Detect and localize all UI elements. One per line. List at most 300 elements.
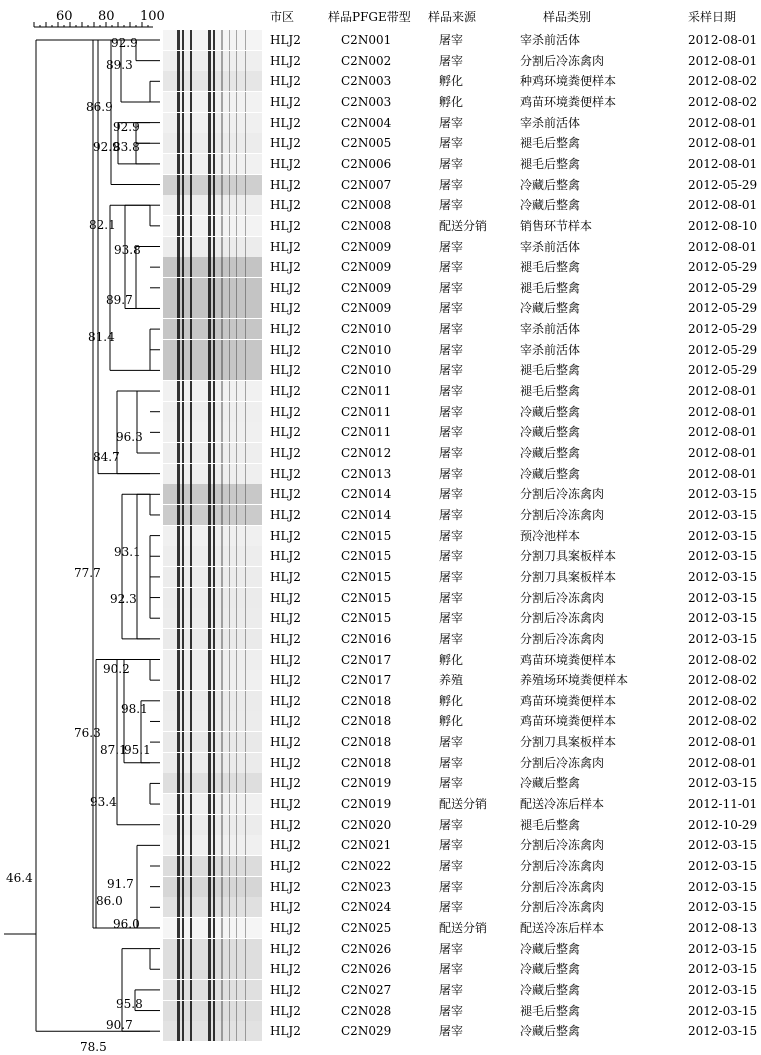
cell-pfge-type: C2N011 bbox=[341, 404, 392, 419]
gel-band bbox=[245, 298, 246, 318]
table-row bbox=[0, 650, 761, 670]
gel-band bbox=[236, 980, 237, 1000]
cell-category: 分割后冷冻禽肉 bbox=[520, 507, 605, 522]
gel-band bbox=[213, 71, 215, 91]
gel-band bbox=[213, 670, 215, 690]
cell-pfge-type: C2N015 bbox=[341, 528, 392, 543]
gel-band bbox=[245, 691, 246, 711]
gel-band bbox=[245, 71, 246, 91]
gel-band bbox=[182, 732, 184, 752]
cell-pfge-type: C2N007 bbox=[341, 177, 392, 192]
cell-source: 屠宰 bbox=[439, 941, 464, 956]
cell-category: 宰杀前活体 bbox=[520, 342, 581, 357]
gel-band bbox=[245, 340, 246, 360]
gel-band bbox=[245, 484, 246, 504]
gel-band bbox=[229, 381, 230, 401]
table-row bbox=[0, 298, 761, 318]
gel-band bbox=[213, 216, 215, 236]
gel-band bbox=[245, 546, 246, 566]
gel-band bbox=[208, 92, 211, 112]
gel-band bbox=[245, 939, 246, 959]
cell-date: 2012-08-01 bbox=[688, 136, 758, 151]
gel-band bbox=[236, 154, 237, 174]
gel-band bbox=[182, 670, 184, 690]
gel-band bbox=[236, 237, 237, 257]
cell-area: HLJ2 bbox=[270, 611, 301, 626]
gel-band bbox=[221, 319, 223, 339]
gel-band bbox=[213, 588, 215, 608]
gel-band bbox=[229, 567, 230, 587]
gel-band bbox=[221, 546, 223, 566]
gel-band bbox=[245, 402, 246, 422]
gel-band bbox=[229, 340, 230, 360]
gel-band bbox=[182, 464, 184, 484]
gel-lane-image bbox=[163, 588, 262, 608]
node-similarity-label: 81.4 bbox=[88, 330, 115, 344]
gel-band bbox=[213, 51, 215, 71]
gel-band bbox=[213, 340, 215, 360]
gel-band bbox=[229, 360, 230, 380]
gel-band bbox=[221, 154, 223, 174]
gel-band bbox=[182, 484, 184, 504]
gel-band bbox=[182, 526, 184, 546]
cell-pfge-type: C2N016 bbox=[341, 631, 392, 646]
header-source: 样品来源 bbox=[428, 10, 477, 24]
cell-pfge-type: C2N009 bbox=[341, 260, 392, 275]
gel-band bbox=[182, 959, 184, 979]
gel-band bbox=[229, 422, 230, 442]
node-similarity-label: 77.7 bbox=[74, 566, 101, 580]
gel-band bbox=[177, 650, 180, 670]
gel-band bbox=[190, 175, 192, 195]
gel-band bbox=[182, 897, 184, 917]
cell-source: 孵化 bbox=[439, 652, 464, 667]
gel-lane-image bbox=[163, 939, 262, 959]
gel-band bbox=[208, 113, 211, 133]
gel-band bbox=[182, 381, 184, 401]
gel-band bbox=[190, 980, 192, 1000]
node-similarity-label: 92.3 bbox=[110, 592, 137, 606]
gel-lane-image bbox=[163, 30, 262, 50]
gel-band bbox=[182, 815, 184, 835]
cell-date: 2012-08-01 bbox=[688, 156, 758, 171]
cell-category: 鸡苗环境粪便样本 bbox=[520, 693, 617, 708]
cell-pfge-type: C2N012 bbox=[341, 446, 392, 460]
cell-date: 2012-08-01 bbox=[688, 755, 758, 770]
gel-band bbox=[213, 464, 215, 484]
gel-band bbox=[236, 650, 237, 670]
cell-source: 屠宰 bbox=[439, 962, 464, 977]
cell-date: 2012-05-29 bbox=[688, 177, 758, 192]
cell-date: 2012-03-15 bbox=[688, 1003, 758, 1018]
gel-band bbox=[213, 815, 215, 835]
gel-band bbox=[213, 939, 215, 959]
gel-band bbox=[229, 588, 230, 608]
gel-band bbox=[221, 959, 223, 979]
table-row bbox=[0, 443, 761, 463]
gel-band bbox=[221, 422, 223, 442]
gel-band bbox=[208, 402, 211, 422]
gel-lane-image bbox=[163, 443, 262, 463]
gel-band bbox=[221, 257, 223, 277]
cell-pfge-type: C2N014 bbox=[341, 507, 392, 522]
gel-band bbox=[245, 113, 246, 133]
cell-pfge-type: C2N027 bbox=[341, 982, 392, 997]
table-row bbox=[0, 753, 761, 773]
gel-band bbox=[177, 939, 180, 959]
gel-band bbox=[208, 588, 211, 608]
cell-area: HLJ2 bbox=[270, 982, 301, 997]
gel-band bbox=[177, 546, 180, 566]
gel-band bbox=[229, 546, 230, 566]
table-row bbox=[0, 939, 761, 959]
cell-category: 褪毛后整禽 bbox=[520, 136, 581, 151]
cell-source: 屠宰 bbox=[439, 322, 464, 337]
gel-band bbox=[177, 113, 180, 133]
gel-band bbox=[229, 402, 230, 422]
cell-area: HLJ2 bbox=[270, 1024, 301, 1039]
cell-category: 鸡苗环境粪便样本 bbox=[520, 652, 617, 667]
cell-pfge-type: C2N024 bbox=[341, 900, 392, 915]
gel-band bbox=[245, 216, 246, 236]
cell-source: 屠宰 bbox=[439, 404, 464, 419]
gel-band bbox=[177, 608, 180, 628]
table-row bbox=[0, 422, 761, 442]
gel-band bbox=[245, 629, 246, 649]
cell-category: 分割后冷冻禽肉 bbox=[520, 838, 605, 853]
gel-band bbox=[221, 237, 223, 257]
gel-band bbox=[182, 753, 184, 773]
gel-band bbox=[177, 216, 180, 236]
gel-lane-image bbox=[163, 897, 262, 917]
gel-band bbox=[190, 484, 192, 504]
gel-band bbox=[177, 711, 180, 731]
table-row bbox=[0, 154, 761, 174]
gel-band bbox=[229, 216, 230, 236]
cell-source: 屠宰 bbox=[439, 879, 464, 894]
cell-category: 冷藏后整禽 bbox=[520, 404, 581, 419]
cell-pfge-type: C2N004 bbox=[341, 115, 392, 130]
cell-category: 褪毛后整禽 bbox=[520, 156, 581, 171]
cell-pfge-type: C2N009 bbox=[341, 239, 392, 254]
gel-band bbox=[190, 650, 192, 670]
gel-lane-image bbox=[163, 402, 262, 422]
gel-band bbox=[182, 588, 184, 608]
gel-band bbox=[236, 484, 237, 504]
gel-band bbox=[245, 608, 246, 628]
gel-band bbox=[245, 133, 246, 153]
gel-band bbox=[236, 835, 237, 855]
node-similarity-label: 96.0 bbox=[113, 917, 140, 931]
cell-category: 冷藏后整禽 bbox=[520, 1024, 581, 1039]
cell-area: HLJ2 bbox=[270, 301, 301, 316]
gel-lane-image bbox=[163, 856, 262, 876]
cell-date: 2012-03-15 bbox=[688, 1024, 758, 1039]
gel-band bbox=[229, 113, 230, 133]
gel-lane-image bbox=[163, 567, 262, 587]
cell-pfge-type: C2N026 bbox=[341, 941, 392, 956]
gel-band bbox=[229, 629, 230, 649]
gel-band bbox=[229, 939, 230, 959]
cell-category: 分割后冷冻禽肉 bbox=[520, 53, 605, 68]
gel-band bbox=[236, 1001, 237, 1021]
gel-band bbox=[208, 340, 211, 360]
gel-band bbox=[221, 133, 223, 153]
cell-date: 2012-03-15 bbox=[688, 549, 758, 564]
cell-category: 分割后冷冻禽肉 bbox=[520, 611, 605, 626]
gel-band bbox=[236, 815, 237, 835]
cell-date: 2012-08-01 bbox=[688, 404, 758, 419]
cell-pfge-type: C2N018 bbox=[341, 714, 392, 729]
cell-area: HLJ2 bbox=[270, 239, 301, 254]
gel-band bbox=[182, 71, 184, 91]
table-row bbox=[0, 319, 761, 339]
gel-band bbox=[245, 773, 246, 793]
cell-source: 屠宰 bbox=[439, 755, 464, 770]
gel-band bbox=[182, 113, 184, 133]
cell-pfge-type: C2N005 bbox=[341, 136, 392, 151]
gel-band bbox=[177, 773, 180, 793]
gel-band bbox=[236, 877, 237, 897]
gel-band bbox=[213, 629, 215, 649]
gel-band bbox=[177, 1001, 180, 1021]
cell-category: 鸡苗环境粪便样本 bbox=[520, 94, 617, 109]
gel-band bbox=[208, 959, 211, 979]
gel-band bbox=[190, 154, 192, 174]
cell-source: 屠宰 bbox=[439, 982, 464, 997]
gel-band bbox=[245, 794, 246, 814]
cell-source: 屠宰 bbox=[439, 859, 464, 873]
gel-band bbox=[236, 670, 237, 690]
gel-band bbox=[182, 360, 184, 380]
gel-band bbox=[229, 835, 230, 855]
cell-date: 2012-03-15 bbox=[688, 900, 758, 915]
gel-band bbox=[208, 980, 211, 1000]
header-area: 市区 bbox=[270, 10, 295, 24]
gel-band bbox=[221, 670, 223, 690]
gel-band bbox=[229, 608, 230, 628]
gel-lane-image bbox=[163, 195, 262, 215]
gel-band bbox=[221, 298, 223, 318]
gel-band bbox=[208, 360, 211, 380]
node-similarity-label: 93.4 bbox=[90, 795, 117, 809]
gel-band bbox=[221, 402, 223, 422]
cell-date: 2012-08-13 bbox=[688, 920, 758, 935]
gel-band bbox=[208, 71, 211, 91]
gel-band bbox=[229, 30, 230, 50]
gel-band bbox=[245, 175, 246, 195]
gel-band bbox=[221, 897, 223, 917]
table-row bbox=[0, 237, 761, 257]
gel-band bbox=[208, 650, 211, 670]
gel-band bbox=[245, 443, 246, 463]
gel-band bbox=[245, 30, 246, 50]
gel-band bbox=[213, 443, 215, 463]
cell-pfge-type: C2N025 bbox=[341, 920, 392, 935]
gel-band bbox=[182, 340, 184, 360]
gel-band bbox=[208, 794, 211, 814]
cell-pfge-type: C2N008 bbox=[341, 198, 392, 213]
cell-source: 屠宰 bbox=[439, 631, 464, 646]
cell-date: 2012-03-15 bbox=[688, 569, 758, 584]
gel-band bbox=[236, 257, 237, 277]
table-row bbox=[0, 629, 761, 649]
gel-band bbox=[208, 608, 211, 628]
cell-category: 宰杀前活体 bbox=[520, 33, 581, 47]
gel-band bbox=[208, 30, 211, 50]
node-similarity-label: 46.4 bbox=[6, 871, 33, 885]
gel-band bbox=[236, 92, 237, 112]
gel-band bbox=[245, 422, 246, 442]
gel-band bbox=[229, 257, 230, 277]
gel-band bbox=[177, 835, 180, 855]
gel-band bbox=[245, 650, 246, 670]
gel-band bbox=[236, 608, 237, 628]
cell-category: 分割后冷冻禽肉 bbox=[520, 631, 605, 646]
gel-band bbox=[236, 629, 237, 649]
node-similarity-label: 86.0 bbox=[96, 894, 123, 908]
cell-pfge-type: C2N010 bbox=[341, 342, 392, 357]
gel-band bbox=[236, 340, 237, 360]
cell-date: 2012-03-15 bbox=[688, 859, 758, 873]
gel-band bbox=[208, 939, 211, 959]
gel-band bbox=[245, 381, 246, 401]
cell-source: 养殖 bbox=[439, 673, 464, 688]
gel-band bbox=[213, 505, 215, 525]
cell-source: 屠宰 bbox=[439, 507, 464, 522]
table-row bbox=[0, 484, 761, 504]
cell-pfge-type: C2N009 bbox=[341, 280, 392, 295]
table-row bbox=[0, 381, 761, 401]
cell-area: HLJ2 bbox=[270, 446, 301, 460]
gel-band bbox=[190, 732, 192, 752]
cell-area: HLJ2 bbox=[270, 797, 301, 812]
node-similarity-label: 89.3 bbox=[106, 58, 133, 72]
gel-band bbox=[190, 835, 192, 855]
gel-band bbox=[229, 897, 230, 917]
cell-pfge-type: C2N017 bbox=[341, 652, 392, 667]
node-similarity-label: 98.1 bbox=[121, 702, 148, 716]
gel-lane-image bbox=[163, 381, 262, 401]
cell-date: 2012-03-15 bbox=[688, 611, 758, 626]
gel-band bbox=[208, 629, 211, 649]
cell-source: 屠宰 bbox=[439, 260, 464, 275]
gel-band bbox=[245, 918, 246, 938]
cell-category: 宰杀前活体 bbox=[520, 322, 581, 337]
gel-band bbox=[245, 237, 246, 257]
gel-lane-image bbox=[163, 835, 262, 855]
node-similarity-label: 84.7 bbox=[93, 450, 120, 464]
gel-band bbox=[182, 154, 184, 174]
gel-lane-image bbox=[163, 753, 262, 773]
cell-source: 屠宰 bbox=[439, 590, 464, 605]
cell-source: 屠宰 bbox=[439, 177, 464, 192]
gel-band bbox=[213, 319, 215, 339]
table-row bbox=[0, 856, 761, 876]
cell-source: 配送分销 bbox=[439, 920, 488, 935]
gel-band bbox=[190, 939, 192, 959]
header-date: 采样日期 bbox=[688, 10, 737, 24]
cell-source: 孵化 bbox=[439, 714, 464, 729]
cell-category: 褪毛后整禽 bbox=[520, 280, 581, 295]
cell-source: 屠宰 bbox=[439, 838, 464, 853]
scale-tick-label: 80 bbox=[98, 9, 115, 24]
gel-band bbox=[229, 794, 230, 814]
gel-lane-image bbox=[163, 51, 262, 71]
gel-band bbox=[182, 546, 184, 566]
gel-band bbox=[208, 154, 211, 174]
cell-area: HLJ2 bbox=[270, 735, 301, 750]
gel-band bbox=[221, 608, 223, 628]
table-row bbox=[0, 175, 761, 195]
gel-band bbox=[236, 897, 237, 917]
cell-date: 2012-10-29 bbox=[688, 817, 758, 832]
gel-lane-image bbox=[163, 278, 262, 298]
cell-pfge-type: C2N018 bbox=[341, 693, 392, 708]
gel-band bbox=[177, 298, 180, 318]
cell-date: 2012-08-02 bbox=[688, 74, 758, 89]
gel-lane-image bbox=[163, 257, 262, 277]
cell-date: 2012-03-15 bbox=[688, 982, 758, 997]
gel-band bbox=[221, 443, 223, 463]
cell-source: 屠宰 bbox=[439, 33, 464, 47]
gel-band bbox=[213, 298, 215, 318]
gel-band bbox=[236, 381, 237, 401]
cell-area: HLJ2 bbox=[270, 425, 301, 440]
gel-band bbox=[245, 835, 246, 855]
gel-band bbox=[182, 691, 184, 711]
gel-band bbox=[208, 897, 211, 917]
gel-band bbox=[182, 51, 184, 71]
gel-band bbox=[177, 980, 180, 1000]
gel-band bbox=[229, 711, 230, 731]
cell-area: HLJ2 bbox=[270, 218, 301, 233]
gel-band bbox=[213, 608, 215, 628]
gel-band bbox=[221, 505, 223, 525]
cell-date: 2012-03-15 bbox=[688, 631, 758, 646]
gel-band bbox=[236, 1021, 237, 1041]
table-row bbox=[0, 835, 761, 855]
gel-band bbox=[245, 1021, 246, 1041]
cell-source: 孵化 bbox=[439, 94, 464, 109]
header-category: 样品类别 bbox=[543, 10, 592, 24]
gel-band bbox=[229, 71, 230, 91]
table-row bbox=[0, 51, 761, 71]
gel-band bbox=[182, 195, 184, 215]
gel-band bbox=[208, 753, 211, 773]
gel-band bbox=[221, 918, 223, 938]
gel-band bbox=[177, 505, 180, 525]
gel-band bbox=[208, 381, 211, 401]
cell-category: 分割后冷冻禽肉 bbox=[520, 590, 605, 605]
gel-lane-image bbox=[163, 959, 262, 979]
cell-area: HLJ2 bbox=[270, 53, 301, 68]
table-row bbox=[0, 897, 761, 917]
gel-band bbox=[182, 773, 184, 793]
gel-band bbox=[213, 381, 215, 401]
gel-band bbox=[190, 897, 192, 917]
gel-band bbox=[213, 567, 215, 587]
gel-band bbox=[182, 443, 184, 463]
gel-band bbox=[221, 1001, 223, 1021]
gel-band bbox=[229, 959, 230, 979]
gel-band bbox=[229, 175, 230, 195]
gel-band bbox=[177, 815, 180, 835]
gel-band bbox=[245, 753, 246, 773]
cell-area: HLJ2 bbox=[270, 631, 301, 646]
gel-band bbox=[208, 278, 211, 298]
gel-band bbox=[213, 959, 215, 979]
